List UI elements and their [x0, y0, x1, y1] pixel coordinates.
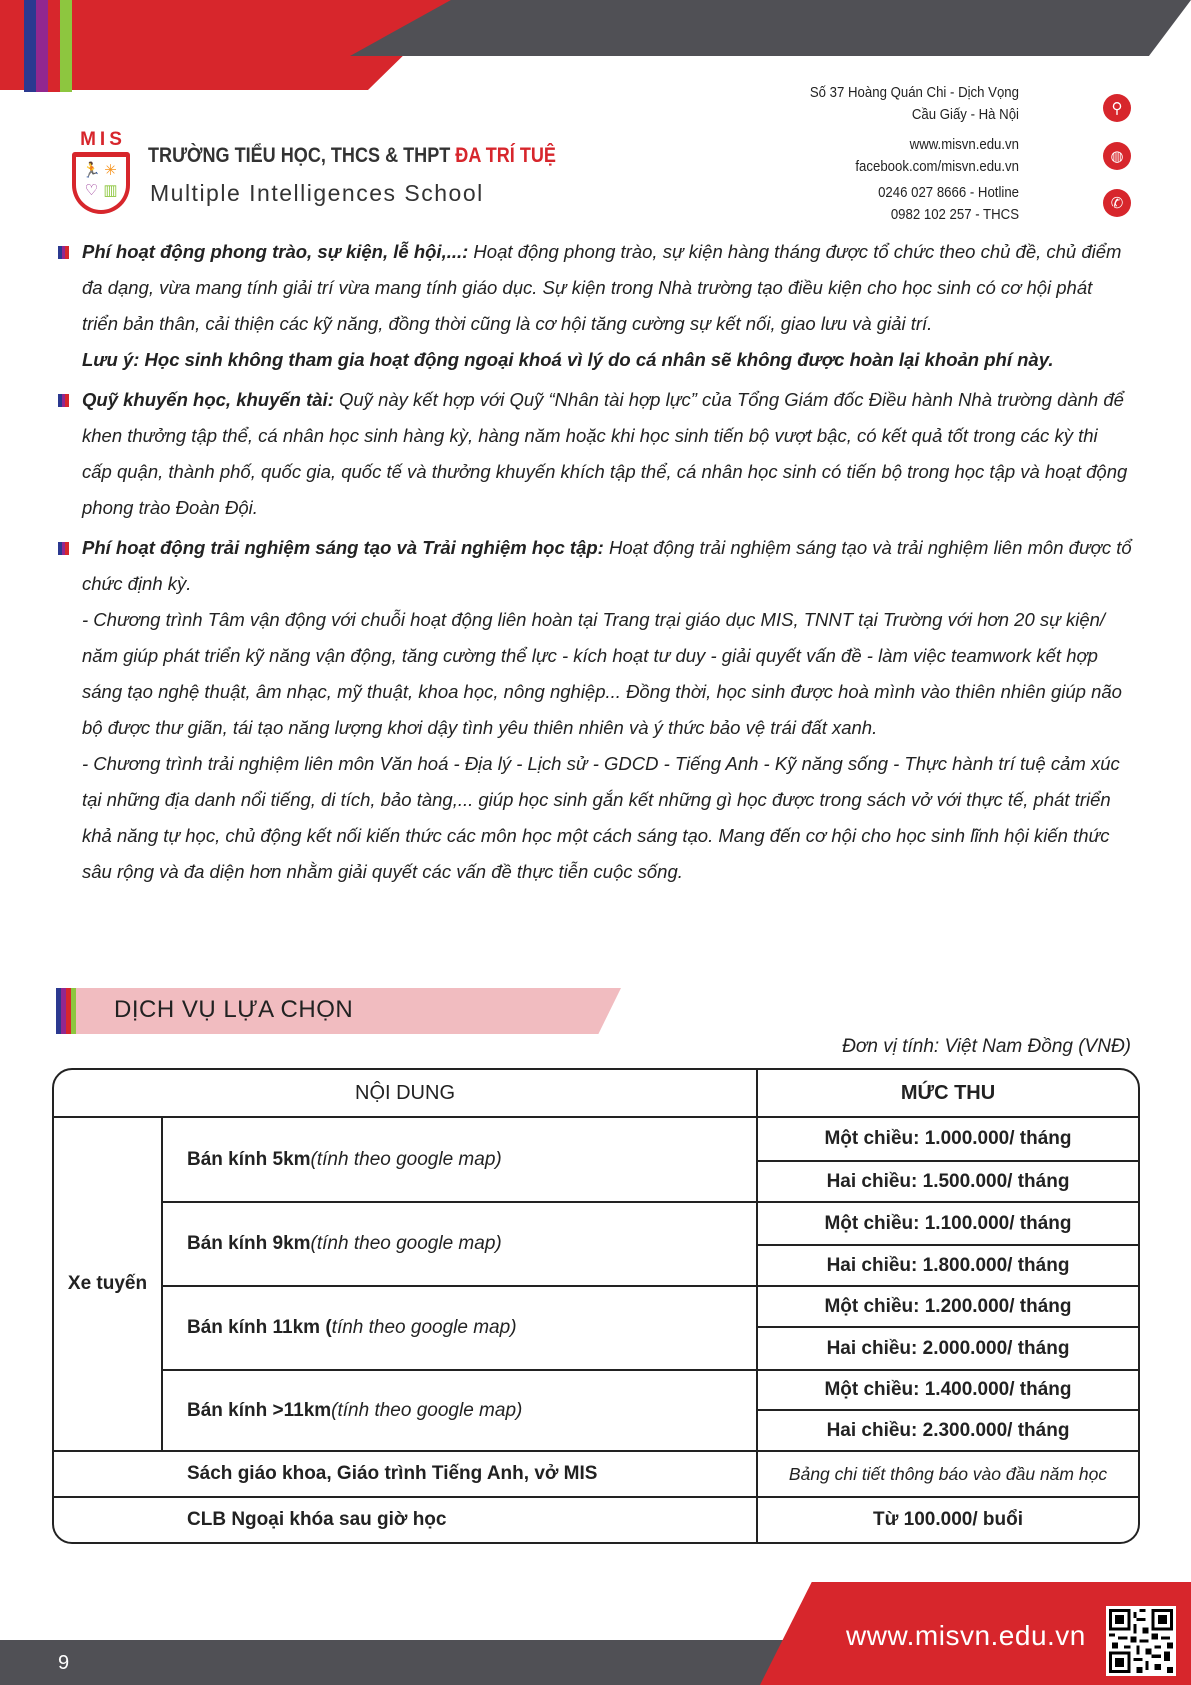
two-way-fee: Hai chiều: 2.000.000/ tháng	[826, 1337, 1070, 1359]
experience-program-2: - Chương trình trải nghiệm liên môn Văn hoá - Địa lý - Lịch sử - GDCD - Tiếng Anh - Kỹ năng sống - Thực hành trí tuệ cảm xúc tại những địa danh nổi tiếng, di tích, bảo tàng,... giúp học sinh gắn kết những gì học được trong sách vở với thực tế, phát triển khả năng tự học, chủ động kết nối kiến thức các môn học một cách sáng tạo. Mang đến cơ hội cho học sinh lĩnh hội kiến thức sâu rộng và đa diện hơn nhằm giải quyết các vấn đề thực tiễn cuộc sống.	[82, 753, 1120, 882]
paragraph-scholarship-fund	[82, 382, 1132, 526]
services-table	[52, 1068, 1140, 1544]
section-title: DỊCH VỤ LỰA CHỌN	[114, 996, 354, 1023]
section-stripes	[56, 988, 76, 1034]
note-text: Lưu ý: Học sinh không tham gia hoạt động ngoại khoá vì lý do cá nhân sẽ không được hoàn lại khoản phí này.	[82, 349, 1054, 370]
radius-label: Bán kính 5km	[187, 1148, 311, 1170]
one-way-fee: Một chiều: 1.400.000/ tháng	[824, 1379, 1072, 1400]
activity-fee-label: Phí hoạt động phong trào, sự kiện, lễ hội,...:	[82, 241, 469, 262]
globe-icon: ◍	[1103, 142, 1131, 170]
address-line-1: Số 37 Hoàng Quán Chi - Dịch Vọng	[809, 84, 1019, 101]
bullet-icon	[58, 542, 69, 555]
scholarship-fund-text: Quỹ này kết hợp với Quỹ “Nhân tài hợp lực” của Tổng Giám đốc Điều hành Nhà trường dành để khen thưởng tập thể, cá nhân học sinh hàng kỳ, hàng năm hoặc khi học sinh tiến bộ vượt bậc, có kết quả tốt trong các kỳ thi cấp quận, thành phố, quốc gia, quốc tế và thưởng khuyến khích tập thể, cá nhân học sinh có tiến bộ trong học tập và hoạt động phong trào Đoàn Đội.	[82, 389, 1128, 518]
experience-fee-text: Hoạt động trải nghiệm sáng tạo và trải nghiệm liên môn được tổ chức định kỳ.	[82, 537, 1132, 594]
bullet-icon	[58, 394, 69, 407]
scholarship-fund-label: Quỹ khuyến học, khuyến tài:	[82, 389, 334, 410]
school-name-main: TRƯỜNG TIỂU HỌC, THCS & THPT	[148, 144, 456, 167]
facebook-link[interactable]: facebook.com/misvn.edu.vn	[855, 158, 1019, 175]
body-content	[82, 234, 1132, 890]
address-block	[739, 82, 1019, 126]
two-way-fee: Hai chiều: 1.800.000/ tháng	[826, 1254, 1070, 1276]
web-block	[739, 134, 1019, 178]
currency-unit: Đơn vị tính: Việt Nam Đồng (VNĐ)	[842, 1036, 1131, 1057]
bullet-icon	[58, 246, 69, 259]
runner-icon: 🏃	[82, 162, 101, 180]
radius-note: tính theo google map)	[331, 1317, 517, 1338]
activity-fee-text: Hoạt động phong trào, sự kiện hàng tháng được tổ chức theo chủ đề, chủ điểm đa dạng, vừa mang tính giải trí vừa mang tính giáo dục. Sự kiện trong Nhà trường tạo điều kiện cho học sinh có cơ hội phát triển bản thân, cải thiện các kỹ năng, đồng thời cũng là cơ hội tăng cường sự kết nối, giao lưu và giải trí.	[82, 241, 1122, 334]
radius-row	[163, 1203, 756, 1285]
radius-row	[163, 1118, 756, 1201]
activity-fee-note	[82, 342, 1132, 378]
one-way-fee: Một chiều: 1.200.000/ tháng	[824, 1295, 1072, 1317]
experience-program-1: - Chương trình Tâm vận động với chuỗi hoạt động liên hoàn tại Trang trại giáo dục MIS, TNNT tại Trường với hơn 20 sự kiện/ năm giúp phát triển kỹ năng vận động, tăng cường thể lực - kích hoạt tư duy - giải quyết vấn đề - làm việc teamwork kết hợp sáng tạo nghệ thuật, âm nhạc, mỹ thuật, khoa học, nông nghiệp... Đồng thời, học sinh được hoà mình vào thiên nhiên giúp não bộ được thư giãn, tái tạo năng lượng khơi dậy tình yêu thiên nhiên và ý thức bảo vệ trái đất xanh.	[82, 609, 1122, 738]
one-way-fee: Một chiều: 1.000.000/ tháng	[824, 1128, 1072, 1149]
school-logo	[72, 129, 134, 214]
radius-note: (tính theo google map)	[331, 1399, 523, 1421]
header-fee: MỨC THU	[900, 1081, 996, 1104]
hotline: 0246 027 8666 - Hotline	[878, 184, 1019, 201]
footer-website-link[interactable]: www.misvn.edu.vn	[846, 1620, 1086, 1651]
radius-row	[163, 1287, 756, 1369]
experience-fee-label: Phí hoạt động trải nghiệm sáng tạo và Trải nghiệm học tập:	[82, 537, 604, 558]
sun-icon: ✳	[104, 162, 117, 180]
bus-service-label: Xe tuyến	[67, 1273, 148, 1294]
website-link[interactable]: www.misvn.edu.vn	[909, 136, 1019, 153]
school-name-accent: ĐA TRÍ TUỆ	[455, 144, 556, 167]
book-icon: ▥	[103, 181, 118, 199]
phone-block	[739, 182, 1019, 226]
school-name	[148, 144, 556, 168]
radius-label: Bán kính 11km (	[187, 1317, 332, 1338]
radius-note: (tính theo google map)	[310, 1233, 502, 1254]
radius-label: Bán kính >11km	[187, 1399, 332, 1421]
paragraph-activity-fee	[82, 234, 1132, 342]
radius-note: (tính theo google map)	[310, 1148, 502, 1170]
two-way-fee: Hai chiều: 2.300.000/ tháng	[826, 1419, 1070, 1441]
logo-text: MIS	[80, 129, 126, 150]
school-subtitle: Multiple Intelligences School	[150, 180, 484, 206]
location-pin-icon: ⚲	[1103, 94, 1131, 122]
one-way-fee: Một chiều: 1.100.000/ tháng	[824, 1212, 1072, 1234]
qr-code-icon	[1106, 1606, 1176, 1676]
radius-row	[163, 1371, 756, 1450]
heart-icon: ♡	[84, 181, 99, 199]
paragraph-experience-fee	[82, 530, 1132, 602]
address-line-2: Cầu Giấy - Hà Nội	[911, 106, 1019, 123]
two-way-fee: Hai chiều: 1.500.000/ tháng	[826, 1170, 1070, 1192]
phone-icon: ✆	[1103, 189, 1131, 217]
color-stripes	[24, 0, 72, 92]
radius-label: Bán kính 9km	[187, 1233, 311, 1254]
top-gray-banner	[350, 0, 1191, 56]
club-fee: Từ 100.000/ buổi	[873, 1509, 1023, 1530]
textbooks-label: Sách giáo khoa, Giáo trình Tiếng Anh, vở MIS	[187, 1463, 598, 1484]
thcs-phone: 0982 102 257 - THCS	[890, 206, 1019, 223]
textbooks-fee: Bảng chi tiết thông báo vào đầu năm học	[788, 1463, 1108, 1484]
logo-shield	[72, 152, 130, 214]
club-label: CLB Ngoại khóa sau giờ học	[187, 1509, 447, 1530]
page-number: 9	[58, 1652, 70, 1674]
header-content: NỘI DUNG	[355, 1081, 455, 1104]
